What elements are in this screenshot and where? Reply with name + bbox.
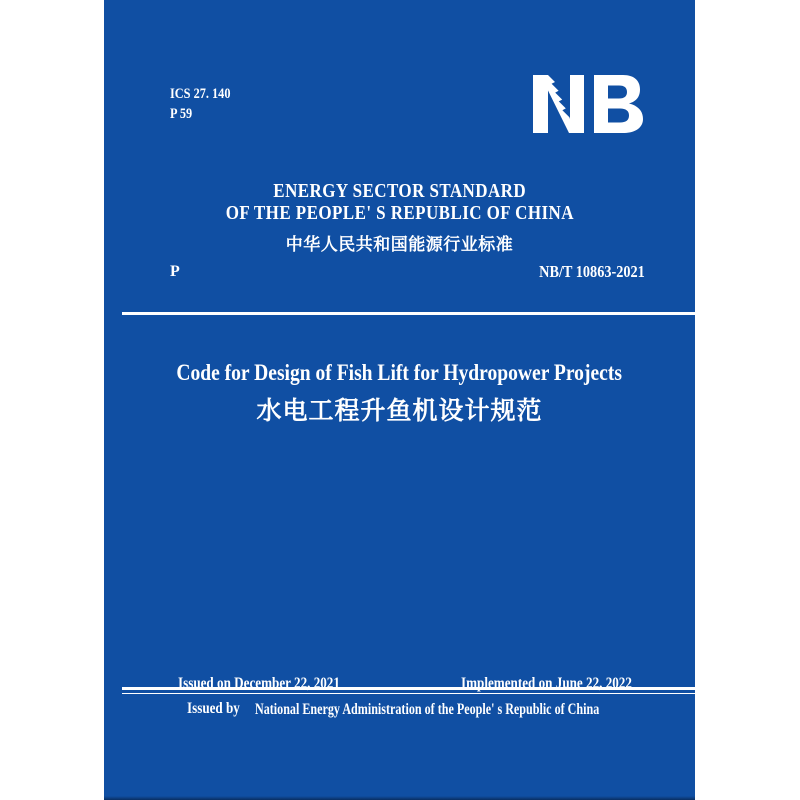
ics-code bbox=[170, 84, 244, 104]
issued-on-text: Issued on December 22, 2021 bbox=[178, 675, 340, 692]
standard-number bbox=[519, 262, 645, 282]
header-line2-text: OF THE PEOPLE' S REPUBLIC OF CHINA bbox=[225, 202, 574, 224]
top-divider-rule bbox=[122, 312, 695, 315]
issued-by-value-text: National Energy Administration of the People' s Republic of China bbox=[255, 701, 600, 718]
title-english bbox=[104, 360, 695, 386]
header-line2-en bbox=[104, 202, 695, 225]
header-line1-en bbox=[104, 180, 695, 203]
issued-by-label bbox=[187, 700, 251, 718]
implemented-on-text: Implemented on June 22, 2022 bbox=[461, 675, 632, 692]
bottom-divider-rule bbox=[122, 687, 695, 694]
doc-class-code bbox=[170, 104, 244, 124]
issued-by-value bbox=[255, 701, 696, 719]
title-chinese: 水电工程升鱼机设计规范 bbox=[256, 397, 543, 425]
nb-logo-icon bbox=[533, 75, 645, 133]
title-english-text: Code for Design of Fish Lift for Hydropower Projects bbox=[176, 360, 623, 385]
cover-bottom-shadow bbox=[104, 796, 695, 800]
class-letter: P bbox=[170, 263, 180, 280]
issued-by-label-text: Issued by bbox=[187, 700, 240, 717]
doc-class-text: P 59 bbox=[170, 106, 193, 122]
ics-code-text: ICS 27. 140 bbox=[170, 86, 231, 102]
ics-block bbox=[170, 84, 244, 124]
header-line1-text: ENERGY SECTOR STANDARD bbox=[273, 180, 526, 202]
standard-number-text: NB/T 10863-2021 bbox=[539, 262, 645, 281]
header-line-cn: 中华人民共和国能源行业标准 bbox=[285, 235, 514, 254]
standard-cover bbox=[104, 0, 695, 800]
nb-logo-letter-n bbox=[533, 75, 584, 133]
nb-logo-letter-b bbox=[594, 75, 643, 133]
